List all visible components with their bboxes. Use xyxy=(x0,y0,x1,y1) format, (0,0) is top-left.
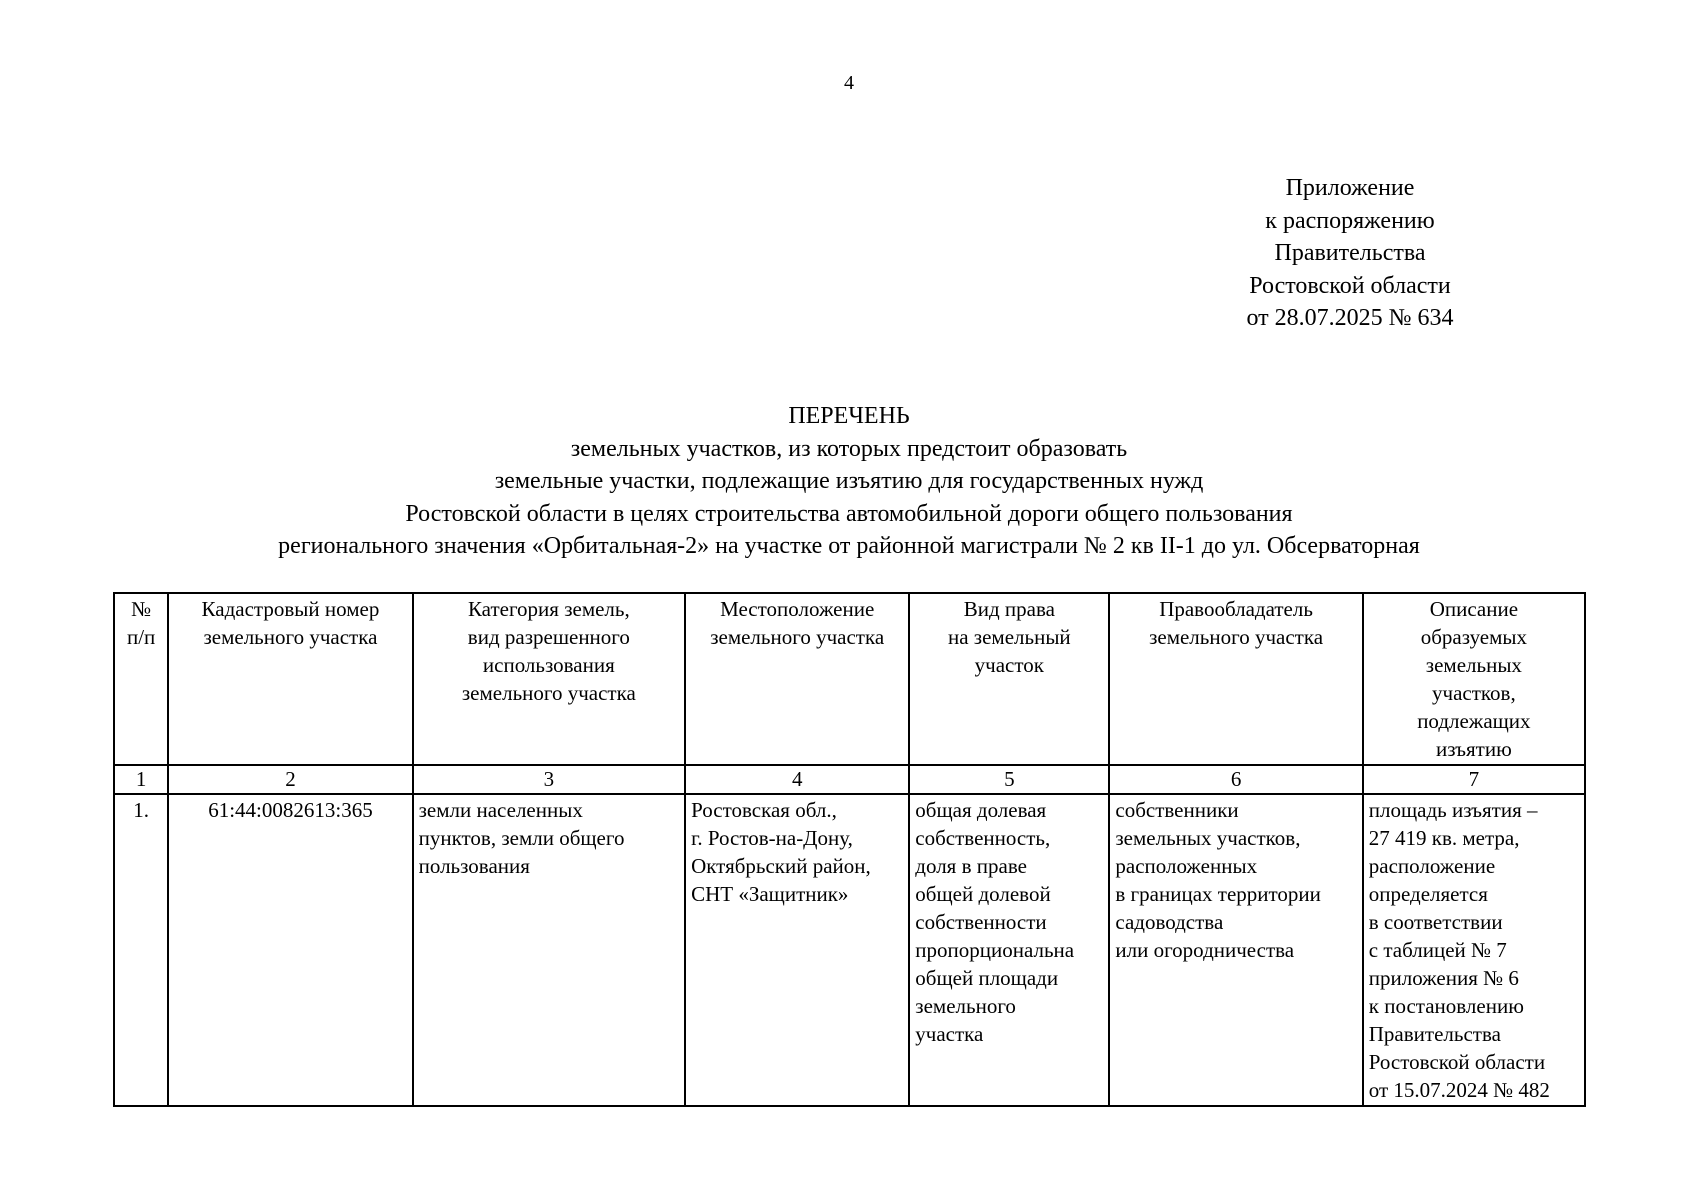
appendix-line: от 28.07.2025 № 634 xyxy=(1246,305,1454,331)
column-number: 2 xyxy=(168,765,412,794)
header-cell-cadastral: Кадастровый номер земельного участка xyxy=(168,593,412,765)
title-line: регионального значения «Орбитальная-2» на участке от районной магистрали № 2 кв II-1 до ул. Обсерваторная xyxy=(278,533,1420,559)
table-header-row xyxy=(114,593,1585,765)
header-cell-right: Вид права на земельный участок xyxy=(909,593,1109,765)
table-row xyxy=(114,794,1585,1106)
cell-right-holder: собственники земельных участков, расположенных в границах территории садоводства или огородничества xyxy=(1109,794,1362,1106)
header-cell-holder: Правообладатель земельного участка xyxy=(1109,593,1362,765)
title-line: Ростовской области в целях строительства автомобильной дороги общего пользования xyxy=(405,500,1293,527)
title-line: земельных участков, из которых предстоит образовать xyxy=(570,435,1128,462)
appendix-line: Правительства xyxy=(1274,240,1426,266)
page-number: 4 xyxy=(844,72,854,94)
title-heading: ПЕРЕЧЕНЬ xyxy=(788,403,910,429)
cell-location: Ростовская обл., г. Ростов-на-Дону, Октябрьский район, СНТ «Защитник» xyxy=(685,794,909,1106)
cell-right-type: общая долевая собственность, доля в праве общей долевой собственности пропорциональна общей площади земельного участка xyxy=(909,794,1109,1106)
header-cell-description: Описание образуемых земельных участков, подлежащих изъятию xyxy=(1363,593,1585,765)
cell-cadastral-number: 61:44:0082613:365 xyxy=(168,794,412,1106)
appendix-header xyxy=(1215,172,1485,335)
cell-description: площадь изъятия – 27 419 кв. метра, расположение определяется в соответствии с таблицей № 7 приложения № 6 к постановлению Правительства Ростовской области от 15.07.2024 № 482 xyxy=(1363,794,1585,1106)
title-line: земельные участки, подлежащие изъятию для государственных нужд xyxy=(494,468,1204,494)
column-number: 5 xyxy=(909,765,1109,794)
header-cell-number: № п/п xyxy=(114,593,168,765)
appendix-line: Приложение xyxy=(1285,175,1415,201)
appendix-line: Ростовской области xyxy=(1249,272,1451,299)
header-cell-location: Местоположение земельного участка xyxy=(685,593,909,765)
column-number: 6 xyxy=(1109,765,1362,794)
cell-land-category: земли населенных пунктов, земли общего пользования xyxy=(413,794,685,1106)
column-number: 1 xyxy=(114,765,168,794)
land-plots-table xyxy=(113,592,1586,1107)
header-cell-category: Категория земель, вид разрешенного использования земельного участка xyxy=(413,593,685,765)
column-number: 3 xyxy=(413,765,685,794)
appendix-line: к распоряжению xyxy=(1265,207,1435,234)
document-title xyxy=(0,400,1698,563)
column-number-row xyxy=(114,765,1585,794)
cell-row-number: 1. xyxy=(114,794,168,1106)
column-number: 4 xyxy=(685,765,909,794)
column-number: 7 xyxy=(1363,765,1585,794)
